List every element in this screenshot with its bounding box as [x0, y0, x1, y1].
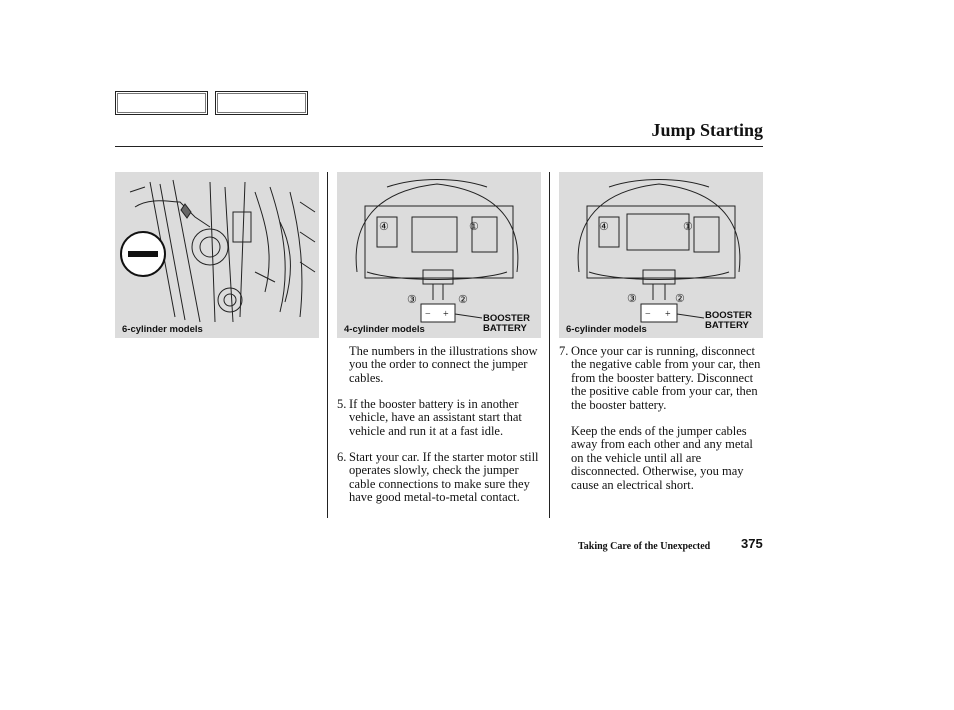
marker-2: ②	[458, 294, 468, 306]
battery-minus-icon: −	[425, 309, 431, 320]
engine-closeup-illustration	[115, 172, 319, 338]
step-number: 7.	[559, 344, 569, 358]
booster-battery-label: BOOSTER BATTERY	[705, 310, 752, 331]
header-rule	[115, 146, 763, 147]
column-divider-1	[327, 172, 328, 518]
marker-4: ④	[379, 221, 389, 233]
booster-battery-label: BOOSTER BATTERY	[483, 313, 530, 334]
figure-6cyl-jump-diagram	[559, 172, 763, 338]
figure-4cyl-jump-diagram	[337, 172, 541, 338]
page-number: 375	[741, 536, 763, 551]
figure-6cyl-negative-terminal	[115, 172, 319, 338]
footer-section: Taking Care of the Unexpected	[578, 541, 711, 552]
battery-plus-icon: +	[665, 309, 671, 320]
marker-1: ①	[469, 221, 479, 233]
column-divider-2	[549, 172, 550, 518]
figure-caption: 4-cylinder models	[344, 324, 425, 335]
marker-4: ④	[599, 221, 609, 233]
nav-button-1[interactable]	[115, 91, 208, 115]
marker-3: ③	[407, 294, 417, 306]
step-text: If the booster battery is in another vehicle, have an assistant start that vehicle and run it at a fast idle.	[349, 397, 522, 438]
marker-3: ③	[627, 293, 637, 305]
step-text: Once your car is running, disconnect the negative cable from your car, then from the booster battery. Disconnect the positive cable from your car, then the booster battery.	[571, 344, 761, 412]
step-number: 5.	[337, 397, 347, 411]
intro-paragraph: The numbers in the illustrations show you the order to connect the jumper cables.	[349, 344, 538, 385]
nav-button-2[interactable]	[215, 91, 308, 115]
battery-minus-icon: −	[645, 309, 651, 320]
figure-caption: 6-cylinder models	[566, 324, 647, 335]
figure-caption: 6-cylinder models	[122, 324, 203, 335]
step-number: 6.	[337, 450, 347, 464]
step-text: Start your car. If the starter motor still operates slowly, check the jumper cable connections to make sure they have good metal-to-metal contact.	[349, 450, 539, 505]
marker-2: ②	[675, 293, 685, 305]
marker-1: ①	[683, 221, 693, 233]
page-title: Jump Starting	[651, 120, 763, 140]
battery-plus-icon: +	[443, 309, 449, 320]
safety-note: Keep the ends of the jumper cables away from each other and any metal on the vehicle until all are disconnected. Otherwise, you may cause an electrical short.	[571, 424, 753, 492]
